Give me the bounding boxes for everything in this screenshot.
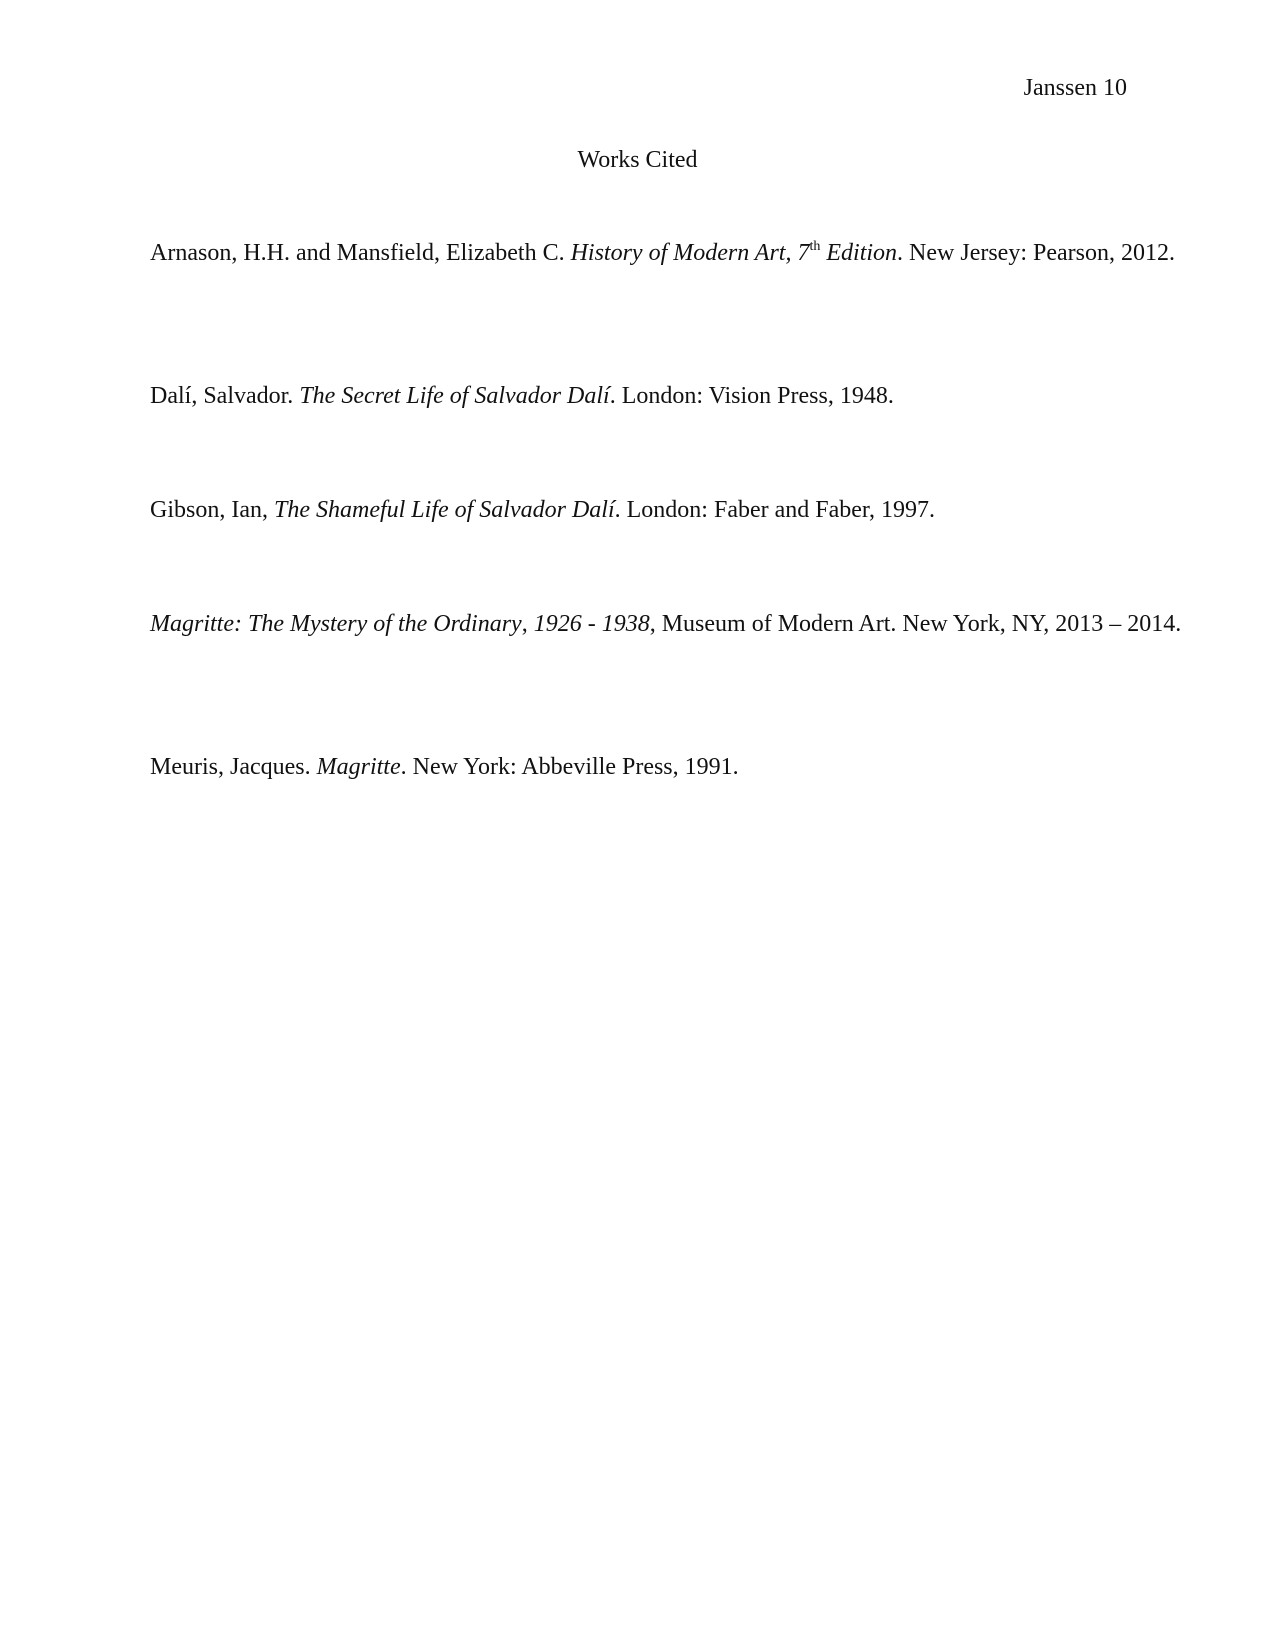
- citation-text: Gibson, Ian,: [150, 497, 274, 523]
- citation-title-cont: Edition: [820, 240, 898, 266]
- citation-superscript: th: [809, 239, 821, 254]
- citation-title: The Secret Life of Salvador Dalí: [299, 383, 610, 409]
- citation-text: Meuris, Jacques.: [150, 754, 317, 780]
- citation-title: History of Modern Art, 7: [570, 240, 810, 266]
- citation-title: Magritte: The Mystery of the Ordinary: [150, 611, 522, 637]
- citation-publication: . London: Vision Press, 1948.: [609, 383, 894, 409]
- citation-publication: , Museum of Modern Art. New York, NY, 2013 – 2014.: [649, 611, 1182, 637]
- citation-publication: . London: Faber and Faber, 1997.: [614, 497, 935, 523]
- citation-title: Magritte: [316, 754, 401, 780]
- citation-entry-gibson: [150, 490, 1200, 531]
- citation-entry-meuris: [150, 747, 1200, 788]
- citation-title: The Shameful Life of Salvador Dalí: [273, 497, 615, 523]
- page-title: Works Cited: [577, 147, 698, 173]
- citation-entry-magritte-exhibition: [150, 604, 1200, 645]
- citation-text: Dalí, Salvador.: [150, 383, 300, 409]
- citation-entry-dali: [150, 376, 1200, 417]
- citation-text: Arnason, H.H. and Mansfield, Elizabeth C.: [150, 240, 571, 266]
- citation-dates: 1926 - 1938: [533, 611, 650, 637]
- citation-publication: . New Jersey: Pearson, 2012.: [897, 240, 1175, 266]
- running-head: Janssen 10: [1023, 75, 1127, 101]
- citation-publication: . New York: Abbeville Press, 1991.: [400, 754, 739, 780]
- citation-text: ,: [521, 611, 534, 637]
- citation-entry-arnason: [150, 233, 1200, 274]
